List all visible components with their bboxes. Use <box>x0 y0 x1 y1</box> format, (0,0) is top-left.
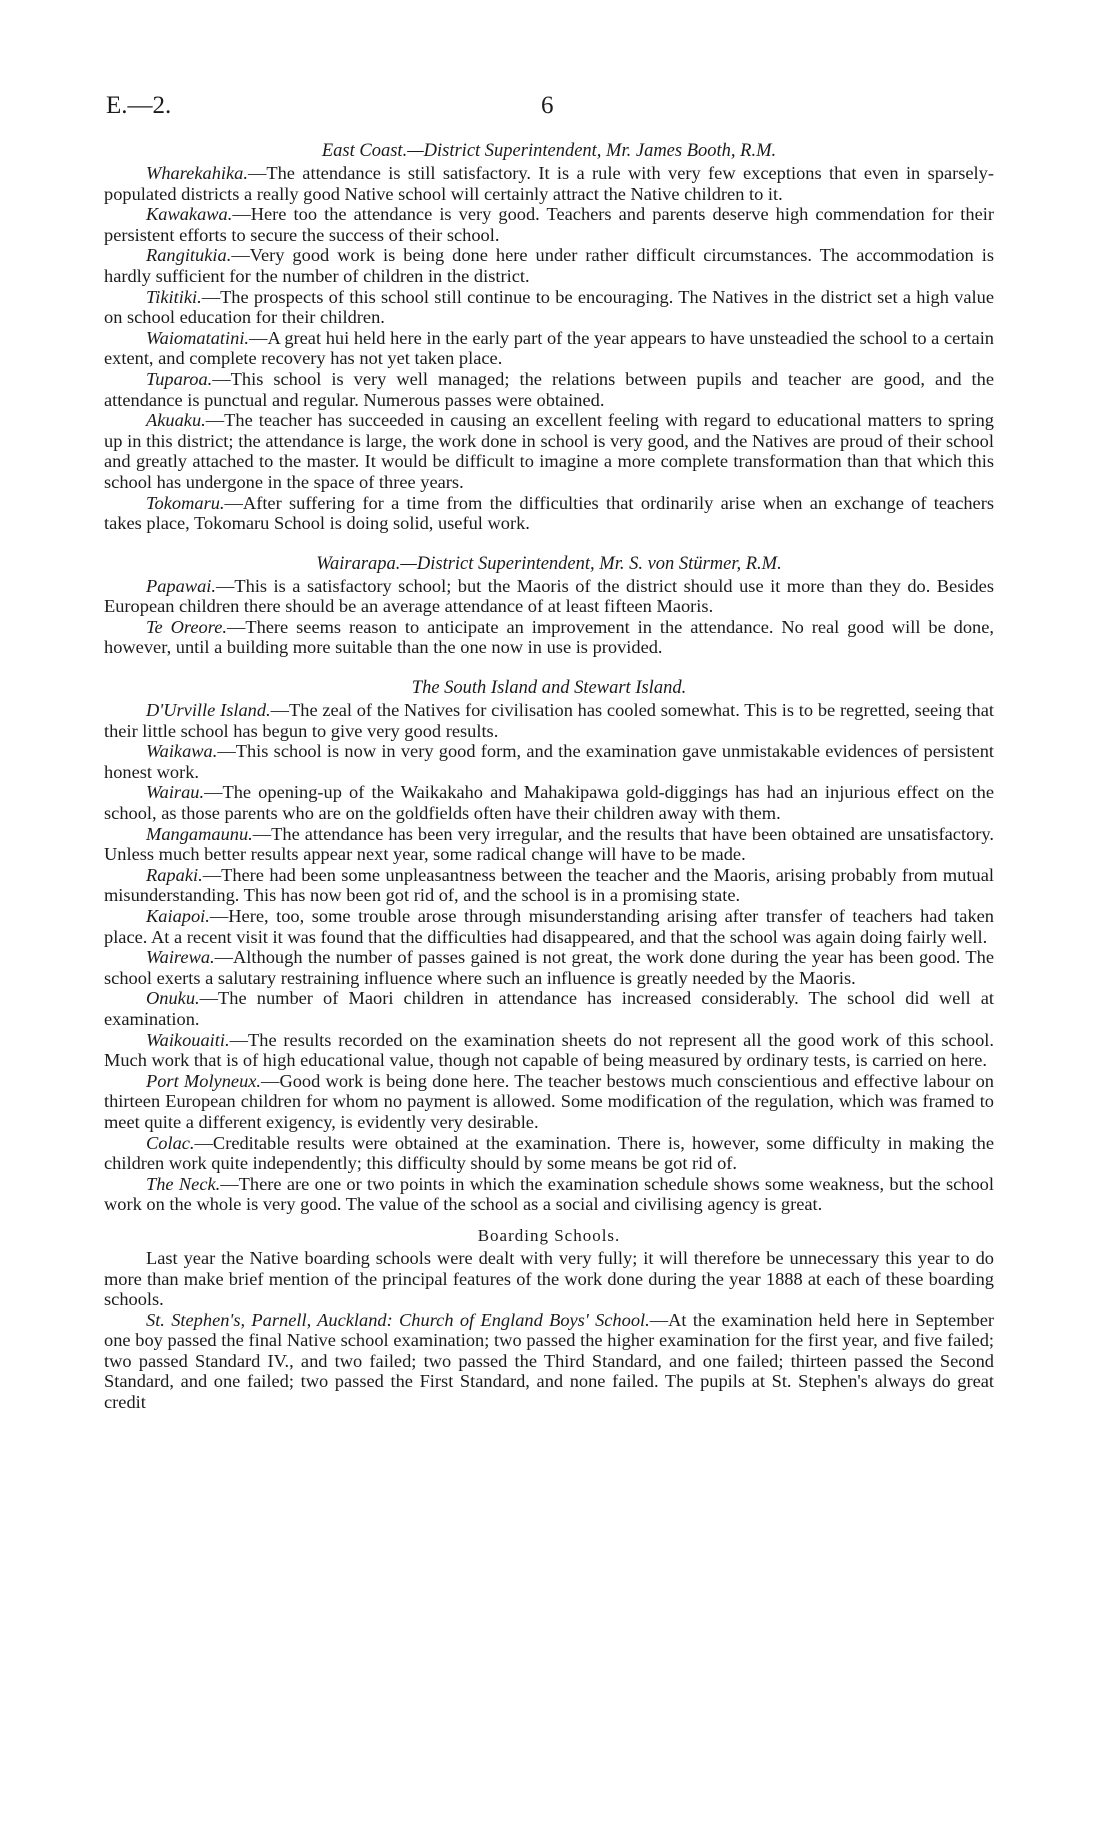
paragraph <box>104 1133 994 1174</box>
paragraph <box>104 782 994 823</box>
paragraph-text: —At the examination held here in September one boy passed the final Native school examination; two passed the higher examination for the first year, and five failed; two passed Standard IV., and two failed; two passed the Third Standard, and one failed; thirteen passed the Second Standard, and one failed; two passed the First Standard, and none failed. The pupils at St. Stephen's always do great credit <box>104 1309 994 1413</box>
school-name: Te Oreore. <box>146 616 227 637</box>
school-name: Kaiapoi. <box>146 906 210 926</box>
paragraph-text: —This school is now in very good form, and the examination gave unmistakable evidences of persistent honest work. <box>104 741 994 782</box>
paragraph-text: —The attendance is still satisfactory. It is a rule with very few exceptions that even in sparsely-populated districts a really good Native school will certainly attract the Native children to it. <box>104 163 994 204</box>
paragraph-text: —There had been some unpleasantness between the teacher and the Maoris, arising probably from mutual misunderstanding. This has now been got rid of, and the school is in a promising state. <box>104 864 994 906</box>
paragraph-text: —This is a satisfactory school; but the Maoris of the district should use it more than they do. Besides European children there should be an average attendance of at least fifteen Maoris. <box>104 575 994 617</box>
paragraph <box>104 204 994 245</box>
paragraph <box>104 328 994 369</box>
section-heading-wairarapa: Wairarapa.—District Superintendent, Mr. S. von Stürmer, R.M. <box>316 553 782 574</box>
section-heading-boarding-schools: Boarding Schools. <box>477 1225 621 1245</box>
section-heading-south-island: The South Island and Stewart Island. <box>411 678 687 699</box>
school-name: Onuku. <box>146 988 200 1009</box>
paragraph <box>104 1030 994 1071</box>
paragraph-text: —Here too the attendance is very good. Teachers and parents deserve high commendation for their persistent efforts to secure the success of their school. <box>104 204 994 245</box>
paragraph <box>104 617 994 658</box>
school-name: Wairau. <box>146 782 205 803</box>
paragraph <box>104 287 994 328</box>
paragraph-text: —The results recorded on the examination sheets do not represent all the good work of this school. Much work that is of high educational value, though not capable of being measured by ordinary tests, is carried on here. <box>104 1029 994 1071</box>
school-name: Waikouaiti. <box>146 1029 230 1050</box>
paragraph <box>104 1248 994 1310</box>
paragraph <box>104 369 994 410</box>
paragraph <box>104 493 994 534</box>
school-name: Rangitukia. <box>146 245 232 266</box>
paragraph-text: —After suffering for a time from the difficulties that ordinarily arise when an exchange of teachers takes place, Tokomaru School is doing solid, useful work. <box>104 492 994 534</box>
paragraph <box>104 1174 994 1215</box>
paragraph <box>104 1310 994 1413</box>
paragraph-text: —Very good work is being done here under rather difficult circumstances. The accommodation is hardly sufficient for the number of children in the district. <box>104 245 994 286</box>
paragraph-text: —Although the number of passes gained is not great, the work done during the year has been good. The school exerts a salutary restraining influence where such an influence is greatly needed by the Maoris. <box>104 947 994 988</box>
paragraph-text: —The zeal of the Natives for civilisation has cooled somewhat. This is to be regretted, seeing that their little school has begun to give very good results. <box>104 700 994 741</box>
school-name: Tuparoa. <box>146 368 213 389</box>
paragraph <box>104 988 994 1029</box>
paragraph-text: —The number of Maori children in attendance has increased considerably. The school did well at examination. <box>104 988 994 1029</box>
school-name: Mangamaunu. <box>146 823 253 844</box>
section-heading-east-coast: East Coast.—District Superintendent, Mr. James Booth, R.M. <box>321 141 777 161</box>
school-name: Tokomaru. <box>146 492 225 513</box>
paragraph <box>104 700 994 741</box>
school-name: Tikitiki. <box>146 286 202 307</box>
paragraph <box>104 163 994 204</box>
document-body <box>104 141 994 1413</box>
school-name: Port Molyneux. <box>146 1070 262 1091</box>
page-header <box>106 92 996 122</box>
school-name: The Neck. <box>146 1173 221 1194</box>
paragraph <box>104 410 994 492</box>
paragraph-text: —There seems reason to anticipate an improvement in the attendance. No real good will be done, however, until a building more suitable than the one now in use is provided. <box>104 616 994 658</box>
paragraph-text: —There are one or two points in which the examination schedule shows some weakness, but the school work on the whole is very good. The value of the school as a social and civilising agency is great. <box>104 1173 994 1215</box>
paragraph-text: —Creditable results were obtained at the examination. There is, however, some difficulty in making the children work quite independently; this difficulty should by some means be got rid of. <box>104 1132 994 1174</box>
school-name: Wharekahika. <box>146 163 248 183</box>
paragraph <box>104 947 994 988</box>
school-name: D'Urville Island. <box>146 700 271 721</box>
paragraph-text: —The prospects of this school still continue to be encouraging. The Natives in the district set a high value on school education for their children. <box>104 286 994 328</box>
school-name: Waikawa. <box>146 741 218 762</box>
paragraph <box>104 906 994 947</box>
school-name: Papawai. <box>146 575 216 596</box>
document-reference: E.—2. <box>106 92 172 119</box>
paragraph-text: —Here, too, some trouble arose through misunderstanding arising after transfer of teachers had taken place. At a recent visit it was found that the difficulties had disappeared, and that the school was again doing fairly well. <box>104 906 994 947</box>
paragraph-text: —This school is very well managed; the relations between pupils and teacher are good, and the attendance is punctual and regular. Numerous passes were obtained. <box>104 368 994 410</box>
paragraph-text: —Good work is being done here. The teacher bestows much conscientious and effective labour on thirteen European children for whom no payment is allowed. Some modification of the regulation, which was framed to meet quite a different exigency, is evidently very desirable. <box>104 1070 994 1132</box>
paragraph-text: —A great hui held here in the early part of the year appears to have unsteadied the school to a certain extent, and complete recovery has not yet taken place. <box>104 327 994 369</box>
paragraph <box>104 576 994 617</box>
school-name: Akuaku. <box>146 410 206 431</box>
paragraph <box>104 245 994 286</box>
paragraph <box>104 741 994 782</box>
page-number: 6 <box>541 92 554 119</box>
school-name: Colac. <box>146 1132 195 1153</box>
paragraph <box>104 1071 994 1133</box>
paragraph-text: —The opening-up of the Waikakaho and Mahakipawa gold-diggings has had an injurious effect on the school, as those parents who are on the goldfields often have their children away with them. <box>104 782 994 824</box>
school-name: Rapaki. <box>146 864 203 885</box>
school-name: Kawakawa. <box>146 204 233 225</box>
paragraph-text: —The attendance has been very irregular, and the results that have been obtained are unsatisfactory. Unless much better results appear next year, some radical change will have to be made. <box>104 823 994 865</box>
paragraph <box>104 865 994 906</box>
paragraph-text: Last year the Native boarding schools were dealt with very fully; it will therefore be unnecessary this year to do more than make brief mention of the principal features of the work done during the year 1888 at each of these boarding schools. <box>104 1247 994 1310</box>
school-name: Waiomatatini. <box>146 327 250 348</box>
school-name: St. Stephen's, Parnell, Auckland: Church of England Boys' School. <box>146 1309 650 1330</box>
paragraph <box>104 824 994 865</box>
school-name: Wairewa. <box>146 947 215 968</box>
paragraph-text: —The teacher has succeeded in causing an excellent feeling with regard to educational matters to spring up in this district; the attendance is large, the work done in school is very good, and the Natives are proud of their school and greatly attached to the master. It would be difficult to imagine a more complete transformation than that which this school has undergone in the space of three years. <box>104 410 994 492</box>
